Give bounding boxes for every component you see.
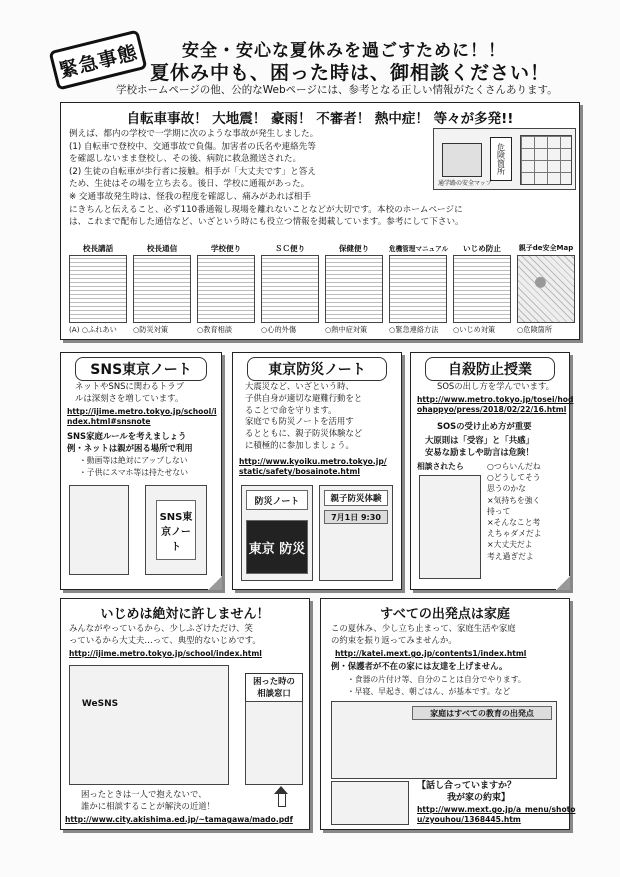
jisatsu-response-list: ○つらいんだね ○どうしてそう 思うのかな ×気持ちを強く 持って ×そんなこと考 えちゃダメだよ ×大丈夫だよ 考え過ぎだよ <box>487 462 542 561</box>
katei-question: 【話し合っていますか？ 我が家の約束】 <box>417 781 517 803</box>
jisatsu-title: 自殺防止授業 <box>425 357 555 381</box>
accident-text: 例えば、都内の学校で一学期に次のような事故が発生しました。 (1) 自転車で登校中、交通事故で負傷。加害者の氏名や連絡先等 を確認しないまま登校し、その後、病院に救急搬送された。 (2) 生徒の自転車が歩行者に接触。相手が「大丈夫です」と答え ため、生徒はその場を立ち去る。後日、学校に通報があった。 <box>69 129 319 189</box>
sns-link[interactable]: http://ijime.metro.tokyo.jp/school/i ndex.html#snsnote <box>67 407 217 426</box>
ijime-contact-box: 困った時の 相談窓口 <box>245 673 303 703</box>
sns-note-cover: SNS東京ノート <box>145 485 207 575</box>
katei-poster: 家庭はすべての教育の出発点 <box>331 701 557 779</box>
danger-map-illustration <box>433 128 576 190</box>
katei-bullets: ・食器の片付け等、自分のことは自分でやります。 ・早寝、早起き、朝ごはん、が基本です。など <box>347 675 526 696</box>
jisatsu-sub: SOSの受け止め方が重要 <box>437 421 532 431</box>
sns-bullets: ・動画等は絶対にアップしない ・子供にスマホ等は持たせない <box>79 456 188 477</box>
katei-title: すべての出発点は家庭 <box>380 607 510 622</box>
header-line-2: 夏休み中も、困った時は、御相談ください！ <box>150 62 551 84</box>
ijime-leaflet: WeSNS <box>69 665 229 785</box>
jisatsu-rule: 大原則は「受容」と「共感」 安易な励ましや助言は危険！ <box>425 435 534 457</box>
bousai-text: 大震災など、いざという時、 子供自身が適切な避難行動をと ることで命を守ります。 家庭でも防災ノートを活用す るとともに、親子防災体験など に積極的に参加しましょう。 <box>245 381 363 450</box>
suicide-prevention-section <box>410 352 574 590</box>
thumbnail-safety-map[interactable]: 親子de安全Map ○危険箇所 <box>517 244 574 334</box>
sns-note-section <box>60 352 222 590</box>
ijime-bottom-text: 困ったときは一人で抱えないで、 誰かに相談することが解決の近道！ <box>81 789 215 811</box>
ijime-link[interactable]: http://ijime.metro.tokyo.jp/school/index.html <box>69 649 262 658</box>
thumbnail-bullying-prevention[interactable]: いじめ防止 ○いじめ対策 <box>453 243 511 335</box>
jisatsu-link[interactable]: http://www.metro.tokyo.jp/tosei/hod ohappyo/press/2018/02/22/16.html <box>417 395 574 414</box>
thumbnail-school-news[interactable]: 学校便り ○教育相談 <box>197 243 255 335</box>
sns-title: SNS東京ノート <box>75 357 207 381</box>
accident-section <box>60 102 580 340</box>
sns-rule: SNS家庭ルールを考えましょう 例・ネットは親が困る場所で利用 <box>67 431 193 453</box>
jisatsu-consult-label: 相談されたら <box>417 462 464 471</box>
thumbnail-principal-talk[interactable]: 校長講話 (A) ○ふれあい <box>69 243 127 335</box>
ijime-title: いじめは絶対に許しません！ <box>100 607 270 622</box>
accident-note: ※ 交通事故発生時は、怪我の程度を確認し、痛みがあれば相手 にきちんと伝えること、必ず110番通報し現場を離れないことなどが大切です。本校のホームページに は、これまで配布した通信など、いざという時にも役立つ情報を掲載しています。参考にして下さい。 <box>69 192 464 227</box>
bousai-title: 東京防災ノート <box>247 357 387 381</box>
jisatsu-text: SOSの出し方を学んでいます。 <box>437 381 555 391</box>
thumbnail-principal-news[interactable]: 校長通信 ○防災対策 <box>133 243 191 335</box>
bousai-event-flyer: 親子防災体験 7月1日 9:30 <box>319 485 393 581</box>
katei-rule: 例・保護者が不在の家には友達を上げません。 <box>331 661 508 671</box>
katei-link[interactable]: http://katei.mext.go.jp/contents1/index.html <box>335 649 527 658</box>
bousai-note-cover: 防災ノート 東京 防災 <box>241 485 313 581</box>
illustration-caption: 通学路の安全マップ <box>438 180 492 187</box>
jisatsu-poster <box>419 475 481 579</box>
accident-title: 自転車事故！ 大地震！ 豪雨！ 不審者！ 熱中症！ 等々が多発!! <box>126 111 514 127</box>
header-line-3: 学校ホームページの他、公的なWebページには、参考となる正しい情報がたくさんあります。 <box>116 84 558 96</box>
arrow-up-icon <box>274 786 288 806</box>
thumbnail-sc-news[interactable]: ＳＣ便り ○心的外傷 <box>261 243 319 335</box>
emergency-stamp: 緊急事態 <box>49 29 148 90</box>
bousai-link[interactable]: http://www.kyoiku.metro.tokyo.jp/ static/safety/bosainote.html <box>239 457 387 476</box>
katei-text: この夏休み、少し立ち止まって、家庭生活や家庭 の約束を振り返ってみませんか。 <box>331 623 516 645</box>
header-line-1: 安全・安心な夏休みを過ごすために！！ <box>182 41 506 61</box>
katei-leaflet <box>331 781 409 825</box>
ijime-contact-link[interactable]: http://www.city.akishima.ed.jp/~tamagawa/mado.pdf <box>65 815 293 824</box>
document-thumbnails <box>69 243 575 335</box>
sns-text: ネットやSNSに関わるトラブ ルは深刻さを増しています。 <box>75 381 185 403</box>
map-grid <box>520 135 572 185</box>
family-section <box>320 598 576 830</box>
bullying-section <box>60 598 310 830</box>
ijime-text: みんながやっているから、少しふざけただけ、笑 っているから大丈夫…って、典型的ないじめです。 <box>69 623 261 645</box>
katei-promise-link[interactable]: http://www.mext.go.jp/a_menu/shoto u/zyouhou/1368445.htm <box>417 805 576 824</box>
danger-spot-tag: 危険箇所 <box>490 137 512 181</box>
ijime-contact-list <box>245 701 303 785</box>
thumbnail-health-news[interactable]: 保健便り ○熱中症対策 <box>325 243 383 335</box>
thumbnail-crisis-manual[interactable]: 危機管理マニュアル ○緊急連絡方法 <box>389 245 449 334</box>
sns-kids-illustration <box>69 485 129 575</box>
disaster-note-section <box>232 352 402 590</box>
school-illustration <box>442 143 482 177</box>
